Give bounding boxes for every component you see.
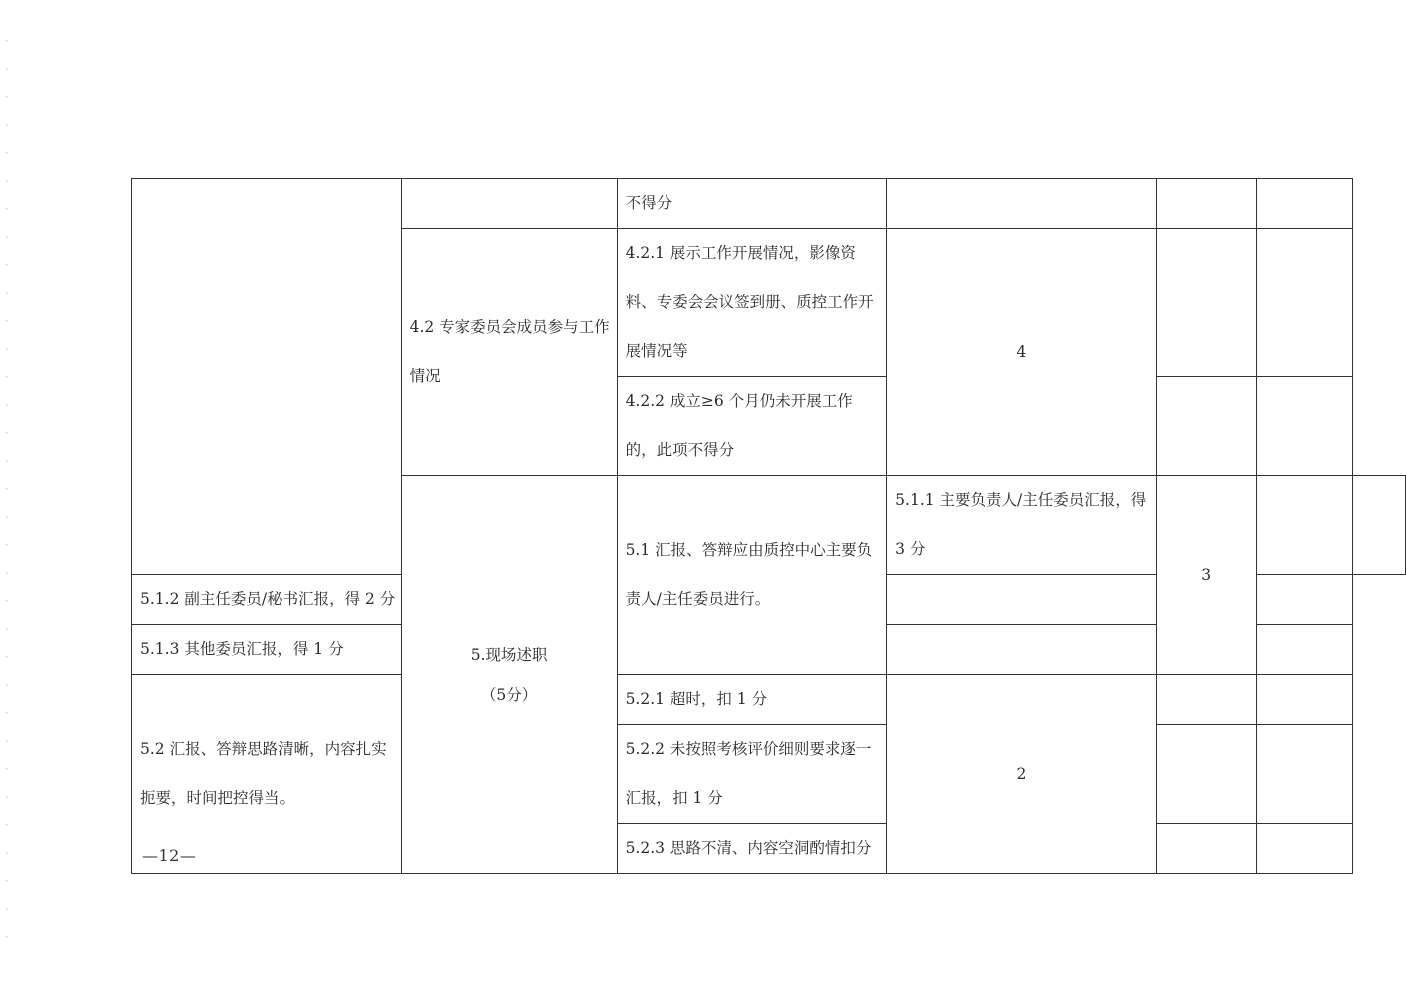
score-cell-5-2: 2: [887, 675, 1157, 874]
score-cell-5-1: 3: [1156, 476, 1256, 675]
remarks-cell: [1256, 625, 1352, 675]
item-cell-5-2: 5.2 汇报、答辩思路清晰，内容扎实扼要，时间把控得当。: [132, 675, 402, 874]
remarks-cell: [1352, 476, 1405, 575]
criterion-cell-4-2-2: 4.2.2 成立≥6 个月仍未开展工作的，此项不得分: [617, 377, 887, 476]
item-cell-5-1: 5.1 汇报、答辩应由质控中心主要负责人/主任委员进行。: [617, 476, 887, 675]
self-score-cell: [1156, 725, 1256, 824]
self-score-cell: [1156, 229, 1256, 377]
criterion-cell-5-2-2: 5.2.2 未按照考核评价细则要求逐一汇报，扣 1 分: [617, 725, 887, 824]
criterion-cell-4-2-1: 4.2.1 展示工作开展情况，影像资料、专委会会议签到册、质控工作开展情况等: [617, 229, 887, 377]
criterion-cell: 不得分: [617, 179, 887, 229]
self-score-cell: [887, 625, 1157, 675]
self-score-cell: [887, 575, 1157, 625]
item-cell-blank: [401, 179, 617, 229]
scan-edge-marks: [6, 40, 8, 940]
score-cell-4-2: 4: [887, 229, 1157, 476]
criterion-cell-5-1-1: 5.1.1 主要负责人/主任委员汇报，得 3 分: [887, 476, 1157, 575]
criterion-cell-5-2-3: 5.2.3 思路不清、内容空洞酌情扣分: [617, 824, 887, 874]
criterion-cell-5-2-1: 5.2.1 超时，扣 1 分: [617, 675, 887, 725]
self-score-cell: [1156, 675, 1256, 725]
remarks-cell: [1256, 575, 1352, 625]
self-score-cell: [1256, 476, 1352, 575]
category-title: 5.现场述职: [470, 645, 548, 664]
self-score-cell: [1156, 179, 1256, 229]
table-row: [132, 179, 1406, 229]
remarks-cell: [1256, 179, 1352, 229]
page-number: —12—: [142, 846, 197, 865]
remarks-cell: [1256, 725, 1352, 824]
evaluation-table: [131, 178, 1406, 874]
category-points: （5分）: [480, 685, 538, 704]
category-cell-5: [401, 476, 617, 874]
self-score-cell: [1156, 824, 1256, 874]
self-score-cell: [1156, 377, 1256, 476]
remarks-cell: [1256, 229, 1352, 377]
criterion-cell-5-1-3: 5.1.3 其他委员汇报，得 1 分: [132, 625, 402, 675]
remarks-cell: [1256, 675, 1352, 725]
remarks-cell: [1256, 824, 1352, 874]
category-cell-4: [132, 179, 402, 575]
table-row: [132, 675, 1406, 725]
score-cell-blank: [887, 179, 1157, 229]
item-cell-4-2: 4.2 专家委员会成员参与工作情况: [401, 229, 617, 476]
remarks-cell: [1256, 377, 1352, 476]
criterion-cell-5-1-2: 5.1.2 副主任委员/秘书汇报，得 2 分: [132, 575, 402, 625]
